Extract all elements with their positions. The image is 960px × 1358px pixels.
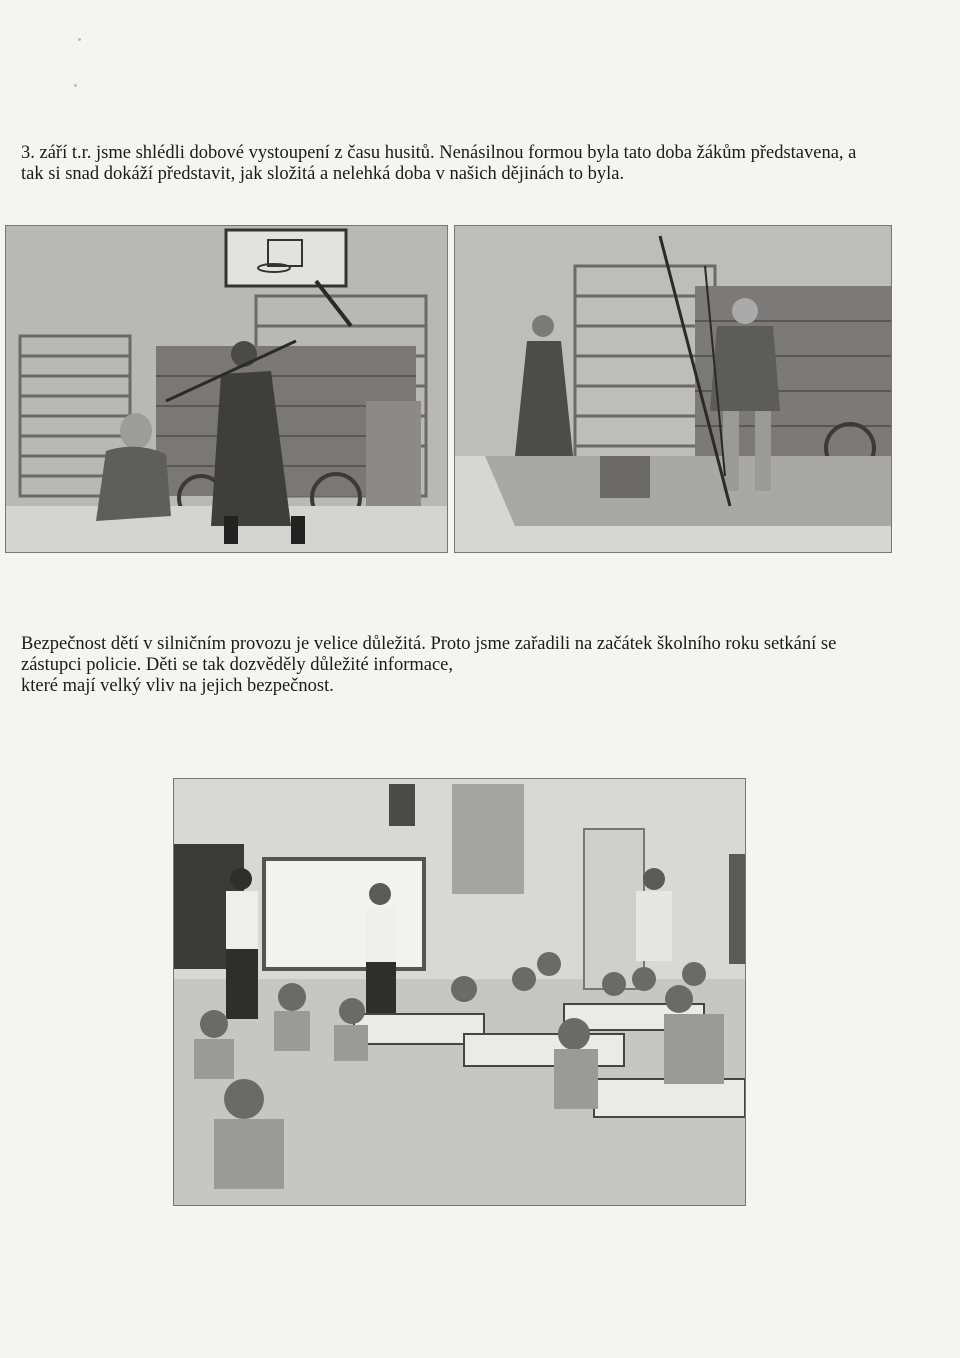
scan-speck — [78, 38, 81, 41]
hussite-performance-photo-right — [454, 225, 892, 553]
scan-speck — [74, 84, 77, 87]
police-paragraph — [21, 634, 836, 697]
police-line-3: které mají velký vliv na jejich bezpečnost. — [21, 676, 334, 696]
hussite-line-1: 3. září t.r. jsme shlédli dobové vystoupení z času husitů. Nenásilnou formou byla tato doba žákům představena, a — [21, 143, 857, 163]
police-line-2: zástupci policie. Děti se tak dozvěděly důležité informace, — [21, 655, 454, 675]
police-line-1: Bezpečnost dětí v silničním provozu je velice důležitá. Proto jsme zařadili na začátek školního roku setkání se — [21, 634, 837, 654]
hussite-performance-photo-left — [5, 225, 448, 553]
hussite-paragraph — [21, 143, 856, 185]
police-visit-classroom-photo — [173, 778, 746, 1206]
hussite-line-2: tak si snad dokáží představit, jak složitá a nelehká doba v našich dějinách to byla. — [21, 164, 625, 184]
